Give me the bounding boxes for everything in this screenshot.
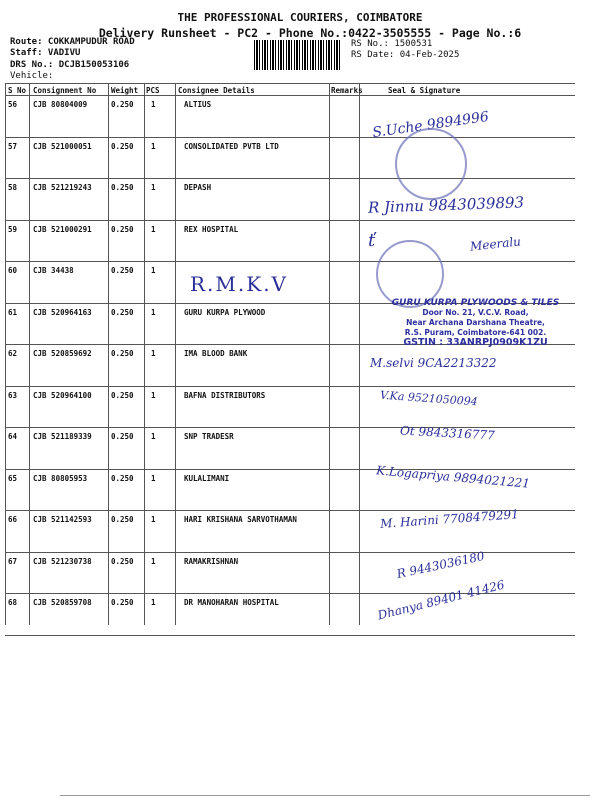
cell-sno: 61 — [8, 307, 18, 317]
cell-sno: 66 — [8, 515, 18, 524]
cell-weight: 0.250 — [111, 473, 134, 483]
table-left-border — [5, 84, 6, 625]
cell-consignee: DR MANOHARAN HOSPITAL — [184, 598, 279, 607]
stamp-line-gstin: GSTIN : 33ANRPJ0909K1ZU — [403, 337, 548, 348]
cell-weight: 0.250 — [111, 266, 134, 275]
col-header-consignee: Consignee Details — [178, 86, 255, 95]
cell-pcs: 1 — [151, 598, 156, 607]
cell-sno: 67 — [8, 556, 18, 566]
cell-consignment-no: CJB 520859692 — [33, 349, 92, 358]
drs-number: DRS No.: DCJB150053106 — [10, 60, 130, 70]
signature-row-62: M.selvi 9CA2213322 — [370, 356, 497, 370]
staff-label: Staff: VADIVU — [10, 48, 81, 58]
cell-sno: 68 — [8, 598, 18, 607]
runsheet-title: Delivery Runsheet - PC2 - Phone No.:0422-3505555 - Page No.:6 — [98, 26, 522, 40]
signature-row-68: Dhanya 89401 41426 — [376, 577, 506, 623]
page-bottom-rule — [60, 795, 590, 796]
signature-row-59: Meeralu — [469, 234, 522, 254]
cell-sno: 64 — [8, 432, 18, 441]
cell-consignment-no: CJB 520964163 — [33, 307, 92, 317]
cell-consignment-no: CJB 80804009 — [33, 100, 88, 109]
cell-weight: 0.250 — [111, 556, 134, 566]
cell-consignee: IMA BLOOD BANK — [184, 349, 248, 358]
cell-consignee: GURU KURPA PLYWOOD — [184, 307, 266, 317]
tick-mark: ť — [368, 230, 376, 251]
col-divider — [329, 84, 330, 625]
cell-consignment-no: CJB 521219243 — [33, 183, 92, 192]
signature-row-64: Ot 9843316777 — [399, 423, 496, 443]
cell-sno: 60 — [8, 266, 18, 275]
signature-row-63: V.Ka 9521050094 — [379, 388, 479, 409]
cell-consignment-no: CJB 521000291 — [33, 224, 92, 234]
cell-sno: 63 — [8, 390, 18, 400]
signature-row-56: S.Uche 9894996 — [371, 108, 490, 142]
cell-consignment-no: CJB 521189339 — [33, 432, 92, 441]
row-divider — [5, 552, 575, 553]
col-divider — [175, 84, 176, 625]
consignee-handwritten-row-60: R.M.K.V — [190, 272, 288, 296]
cell-weight: 0.250 — [111, 390, 134, 400]
route-label: Route: COKKAMPUDUR ROAD — [10, 37, 135, 47]
cell-pcs: 1 — [151, 307, 156, 317]
cell-consignee: HARI KRISHANA SARVOTHAMAN — [184, 515, 297, 524]
signature-row-58: R Jinnu 9843039893 — [367, 193, 525, 217]
company-title: THE PROFESSIONAL COURIERS, COIMBATORE — [177, 11, 423, 24]
cell-consignment-no: CJB 520964100 — [33, 390, 92, 400]
stamp-line-company: GURU KURPA PLYWOODS & TILES — [391, 298, 560, 308]
cell-consignee: KULALIMANI — [184, 473, 230, 483]
cell-pcs: 1 — [151, 100, 156, 109]
cell-sno: 62 — [8, 349, 18, 358]
cell-consignment-no: CJB 34438 — [33, 266, 74, 275]
col-header-weight: Weight — [111, 86, 139, 95]
cell-pcs: 1 — [151, 141, 156, 151]
col-divider — [144, 84, 145, 625]
cell-pcs: 1 — [151, 515, 156, 524]
cell-weight: 0.250 — [111, 224, 134, 234]
col-header-consignment: Consignment No — [33, 86, 97, 95]
cell-pcs: 1 — [151, 556, 156, 566]
signature-row-65: K.Logapriya 9894021221 — [375, 463, 531, 491]
cell-sno: 58 — [8, 183, 18, 192]
table-header-border — [5, 95, 575, 96]
row-divider — [5, 386, 575, 387]
cell-weight: 0.250 — [111, 141, 134, 151]
col-divider — [359, 84, 360, 625]
cell-consignee: RAMAKRISHNAN — [184, 556, 239, 566]
cell-consignment-no: CJB 80805953 — [33, 473, 88, 483]
cell-consignment-no: CJB 521142593 — [33, 515, 92, 524]
round-seal-stamp — [395, 128, 467, 200]
cell-sno: 59 — [8, 224, 18, 234]
cell-weight: 0.250 — [111, 349, 134, 358]
cell-weight: 0.250 — [111, 307, 134, 317]
cell-weight: 0.250 — [111, 598, 134, 607]
signature-row-67: R 9443036180 — [395, 548, 486, 582]
cell-sno: 65 — [8, 473, 18, 483]
stamp-line-door: Door No. 21, V.C.V. Road, — [422, 308, 529, 317]
cell-consignee: CONSOLIDATED PVTB LTD — [184, 141, 279, 151]
signature-row-66: M. Harini 7708479291 — [379, 507, 520, 531]
cell-pcs: 1 — [151, 390, 156, 400]
cell-consignment-no: CJB 520859708 — [33, 598, 92, 607]
col-header-remarks: Remarks — [331, 86, 363, 95]
cell-weight: 0.250 — [111, 432, 134, 441]
cell-pcs: 1 — [151, 266, 156, 275]
cell-pcs: 1 — [151, 349, 156, 358]
stamp-line-city: R.S. Puram, Coimbatore-641 002. — [404, 328, 547, 337]
col-divider — [29, 84, 30, 625]
col-divider — [108, 84, 109, 625]
col-header-pcs: PCS — [146, 86, 160, 95]
stamp-line-near: Near Archana Darshana Theatre, — [406, 318, 545, 327]
cell-weight: 0.250 — [111, 183, 134, 192]
table-top-border — [5, 83, 575, 84]
col-header-sno: S No — [8, 86, 27, 95]
cell-sno: 57 — [8, 141, 18, 151]
row-divider — [5, 178, 575, 179]
rs-number: RS No.: 1500531 — [351, 39, 433, 49]
vehicle-label: Vehicle: — [10, 71, 54, 81]
row-divider — [5, 220, 575, 221]
cell-pcs: 1 — [151, 224, 156, 234]
company-rubber-stamp — [378, 298, 573, 348]
cell-consignee: SNP TRADESR — [184, 432, 234, 441]
cell-pcs: 1 — [151, 183, 156, 192]
cell-pcs: 1 — [151, 473, 156, 483]
cell-consignment-no: CJB 521000051 — [33, 141, 92, 151]
cell-consignee: BAFNA DISTRIBUTORS — [184, 390, 266, 400]
cell-consignee: DEPASH — [184, 183, 212, 192]
cell-sno: 56 — [8, 100, 18, 109]
cell-consignee: ALTIUS — [184, 100, 212, 109]
rs-date: RS Date: 04-Feb-2025 — [351, 50, 460, 60]
cell-consignee: REX HOSPITAL — [184, 224, 239, 234]
row-divider — [5, 137, 575, 138]
cell-weight: 0.250 — [111, 100, 134, 109]
cell-weight: 0.250 — [111, 515, 134, 524]
cell-pcs: 1 — [151, 432, 156, 441]
row-divider — [5, 635, 575, 636]
col-header-seal: Seal & Signature — [388, 86, 461, 95]
row-divider — [5, 261, 575, 262]
row-divider — [5, 469, 575, 470]
barcode — [254, 40, 342, 70]
cell-consignment-no: CJB 521230738 — [33, 556, 92, 566]
